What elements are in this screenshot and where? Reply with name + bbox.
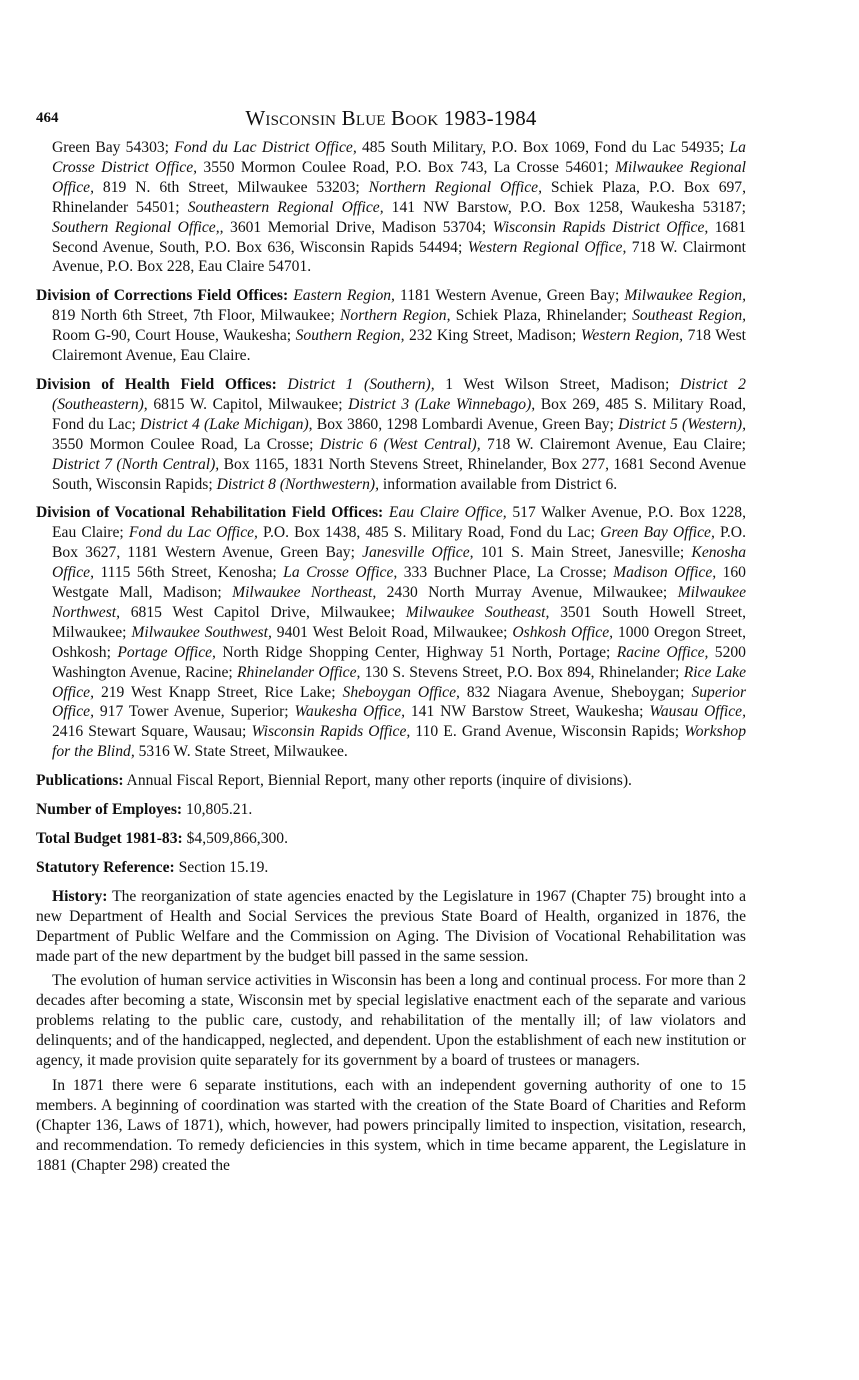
- entry-heading: Division of Health Field Offices:: [36, 375, 277, 393]
- address-text: 718 West Clairemont Avenue, Eau Claire.: [52, 327, 746, 365]
- address-text: 5316 W. State Street, Milwaukee.: [134, 743, 348, 761]
- office-name: Madison Office,: [613, 564, 717, 582]
- address-text: 3501 South Howell Street, Milwaukee;: [52, 603, 746, 641]
- office-name: Fond du Lac District Office,: [174, 139, 357, 156]
- address-text: 130 S. Stevens Street, P.O. Box 894, Rhinelander;: [360, 663, 684, 681]
- history-paragraph-1: [36, 887, 746, 967]
- address-text: 141 NW Barstow, P.O. Box 1258, Waukesha 53187;: [383, 198, 746, 216]
- office-name: Green Bay Office,: [600, 524, 715, 542]
- office-name: Rice Lake Office,: [52, 663, 746, 701]
- history-label: History:: [52, 887, 108, 905]
- running-title: Wisconsin Blue Book 1983-1984: [245, 106, 537, 130]
- office-name: Northern Regional Office,: [368, 178, 542, 196]
- office-name: Eastern Region,: [293, 287, 395, 305]
- address-text: 718 W. Clairemont Avenue, Eau Claire;: [480, 435, 746, 453]
- address-text: 110 E. Grand Avenue, Wisconsin Rapids;: [410, 723, 685, 741]
- statutory-reference-entry: [36, 858, 746, 878]
- office-name: Fond du Lac Office,: [128, 524, 258, 542]
- employees-label: Number of Employes:: [36, 801, 183, 819]
- office-name: Milwaukee Northwest,: [52, 584, 746, 621]
- address-text: 485 South Military, P.O. Box 1069, Fond du Lac 54935;: [356, 139, 730, 156]
- office-name: Sheboygan Office,: [342, 683, 460, 701]
- address-text: 1681 Second Avenue, South, P.O. Box 636, Wisconsin Rapids 54494;: [52, 218, 746, 256]
- address-text: 517 Walker Avenue, P.O. Box 1228, Eau Claire;: [52, 504, 746, 542]
- office-name: Eau Claire Office,: [388, 504, 507, 522]
- office-name: Southeast Region,: [632, 307, 747, 325]
- address-text: 141 NW Barstow Street, Waukesha;: [405, 703, 650, 721]
- address-text: 1181 Western Avenue, Green Bay;: [394, 287, 625, 305]
- office-name: District 3 (Lake Winnebago),: [348, 395, 536, 413]
- address-text: Box 3860, 1298 Lombardi Avenue, Green Bay;: [312, 415, 619, 433]
- budget-entry: [36, 829, 746, 849]
- page-number: 464: [36, 110, 59, 126]
- entry-heading: Division of Corrections Field Offices:: [36, 287, 289, 305]
- office-name: District 8 (Northwestern),: [216, 475, 380, 493]
- office-name: Northern Region,: [340, 307, 451, 325]
- address-text: 232 King Street, Madison;: [404, 327, 581, 345]
- office-name: District 2 (Southeastern),: [52, 375, 746, 413]
- address-text: Green Bay 54303;: [52, 139, 175, 156]
- address-text: 101 S. Main Street, Janesville;: [473, 544, 692, 562]
- office-name: Oshkosh Office,: [512, 623, 614, 641]
- budget-label: Total Budget 1981-83:: [36, 830, 183, 847]
- office-name: Portage Office,: [117, 643, 216, 661]
- office-name: District 7 (North Central),: [52, 455, 220, 473]
- address-text: 1000 Oregon Street, Oshkosh;: [52, 623, 746, 661]
- address-text: 219 West Knapp Street, Rice Lake;: [94, 683, 343, 701]
- office-name: Southeastern Regional Office,: [187, 198, 384, 216]
- address-text: 9401 West Beloit Road, Milwaukee;: [271, 623, 513, 641]
- office-name: Racine Office,: [616, 643, 709, 661]
- address-text: 333 Buchner Place, La Crosse;: [397, 564, 614, 582]
- office-name: Janesville Office,: [362, 544, 474, 562]
- address-text: 3550 Mormon Coulee Road, P.O. Box 743, La Crosse 54601;: [197, 158, 615, 176]
- office-name: Waukesha Office,: [294, 703, 406, 721]
- corrections-field-offices: [36, 286, 746, 366]
- address-text: North Ridge Shopping Center, Highway 51 North, Portage;: [215, 643, 617, 661]
- page-content: [36, 138, 746, 1176]
- office-name: Wisconsin Rapids Office,: [251, 723, 411, 741]
- address-text: Schiek Plaza, P.O. Box 697, Rhinelander 54501;: [52, 178, 746, 216]
- publications-entry: [36, 771, 746, 791]
- office-name: Distric 6 (West Central),: [319, 435, 481, 453]
- office-name: Milwaukee Southwest,: [131, 623, 272, 641]
- history-paragraph-3: In 1871 there were 6 separate institutions, each with an independent governing authority of one to 15 members. A beginning of coordination was started with the creation of the State Board of Charities and Reform (Chapter 136, Laws of 1871), which, however, had powers principally limited to inspection, visitation, research, and recommendation. To remedy deficiencies in this system, which in time became apparent, the Legislature in 1881 (Chapter 298) created the: [36, 1076, 746, 1174]
- budget-value: $4,509,866,300.: [182, 830, 288, 847]
- address-text: Room G-90, Court House, Waukesha;: [52, 327, 296, 345]
- address-text: 2430 North Murray Avenue, Milwaukee;: [376, 584, 678, 602]
- office-name: Workshop for the Blind,: [52, 723, 746, 761]
- office-name: Southern Regional Office,,: [52, 218, 224, 236]
- office-name: Wausau Office,: [649, 703, 746, 721]
- address-text: Schiek Plaza, Rhinelander;: [450, 307, 633, 325]
- health-field-offices: [36, 375, 746, 494]
- address-text: 1115 56th Street, Kenosha;: [94, 564, 284, 582]
- page-header: [36, 106, 746, 138]
- office-name: District 4 (Lake Michigan),: [140, 415, 313, 433]
- history-text-1: The reorganization of state agencies enacted by the Legislature in 1967 (Chapter 75) brought into a new Department of Health and Social Services the previous State Board of Health, organized in 1876, the Department of Public Welfare and the Commission on Aging. The Division of Vocational Rehabilitation was made part of the new department by the budget bill passed in the same session.: [36, 887, 746, 965]
- address-text: 160 Westgate Mall, Madison;: [52, 564, 746, 602]
- address-text: Box 1165, 1831 North Stevens Street, Rhinelander, Box 277, 1681 Second Avenue South, Wisconsin Rapids;: [52, 455, 746, 493]
- address-text: 3550 Mormon Coulee Road, La Crosse;: [52, 435, 320, 453]
- office-name: Kenosha Office,: [52, 544, 746, 582]
- address-text: 3601 Memorial Drive, Madison 53704;: [223, 218, 493, 236]
- continued-office-list: [36, 138, 746, 277]
- document-page: [36, 106, 746, 1181]
- office-name: Western Region,: [580, 327, 684, 345]
- address-text: 718 W. Clairmont Avenue, P.O. Box 228, Eau Claire 54701.: [52, 238, 747, 276]
- address-text: information available from District 6.: [379, 475, 618, 493]
- office-name: Wisconsin Rapids District Office,: [492, 218, 709, 236]
- statutory-label: Statutory Reference:: [36, 858, 175, 876]
- office-name: Milwaukee Region,: [624, 287, 746, 305]
- publications-value: Annual Fiscal Report, Biennial Report, many other reports (inquire of divisions).: [123, 772, 632, 790]
- office-name: Milwaukee Southeast,: [405, 603, 550, 621]
- office-name: District 5 (Western),: [618, 415, 746, 433]
- office-name: Superior Office,: [52, 683, 747, 721]
- office-name: La Crosse Office,: [283, 564, 398, 582]
- office-name: La Crosse District Office,: [52, 139, 746, 176]
- office-name: Milwaukee Regional Office,: [52, 158, 746, 196]
- address-text: 819 N. 6th Street, Milwaukee 53203;: [94, 178, 369, 196]
- history-paragraph-2: The evolution of human service activities in Wisconsin has been a long and continual process. For more than 2 decades after becoming a state, Wisconsin met by special legislative enactment each of the separate and various problems relating to the public care, custody, and rehabilitation of the mentally ill; of law violators and delinquents; and of the handicapped, neglected, and dependent. Upon the establishment of each new institution or agency, it made provision quite separately for its government by a board of trustees or managers.: [36, 972, 746, 1070]
- office-name: District 1 (Southern),: [287, 375, 435, 393]
- address-text: 5200 Washington Avenue, Racine;: [52, 643, 746, 681]
- address-text: P.O. Box 3627, 1181 Western Avenue, Green Bay;: [52, 524, 746, 562]
- address-text: 819 North 6th Street, 7th Floor, Milwaukee;: [52, 307, 341, 325]
- employees-value: 10,805.21.: [182, 801, 253, 819]
- office-name: Rhinelander Office,: [237, 663, 361, 681]
- address-text: 6815 W. Capitol, Milwaukee;: [147, 395, 349, 413]
- office-name: Southern Region,: [295, 327, 405, 345]
- vocational-rehabilitation-field-offices: [36, 503, 746, 762]
- publications-label: Publications:: [36, 772, 124, 790]
- address-text: 2416 Stewart Square, Wausau;: [52, 723, 252, 741]
- statutory-value: Section 15.19.: [174, 858, 269, 876]
- address-text: 832 Niagara Avenue, Sheboygan;: [459, 683, 692, 701]
- entry-heading: Division of Vocational Rehabilitation Field Offices:: [36, 504, 384, 522]
- address-text: [277, 376, 288, 393]
- employees-entry: [36, 800, 746, 820]
- address-text: P.O. Box 1438, 485 S. Military Road, Fond du Lac;: [257, 524, 601, 542]
- office-name: Milwaukee Northeast,: [232, 584, 377, 602]
- address-text: 917 Tower Avenue, Superior;: [94, 703, 295, 721]
- address-text: 6815 West Capitol Drive, Milwaukee;: [120, 603, 406, 621]
- address-text: Box 269, 485 S. Military Road, Fond du Lac;: [52, 395, 746, 433]
- address-text: 1 West Wilson Street, Madison;: [434, 375, 680, 393]
- office-name: Western Regional Office,: [467, 238, 627, 256]
